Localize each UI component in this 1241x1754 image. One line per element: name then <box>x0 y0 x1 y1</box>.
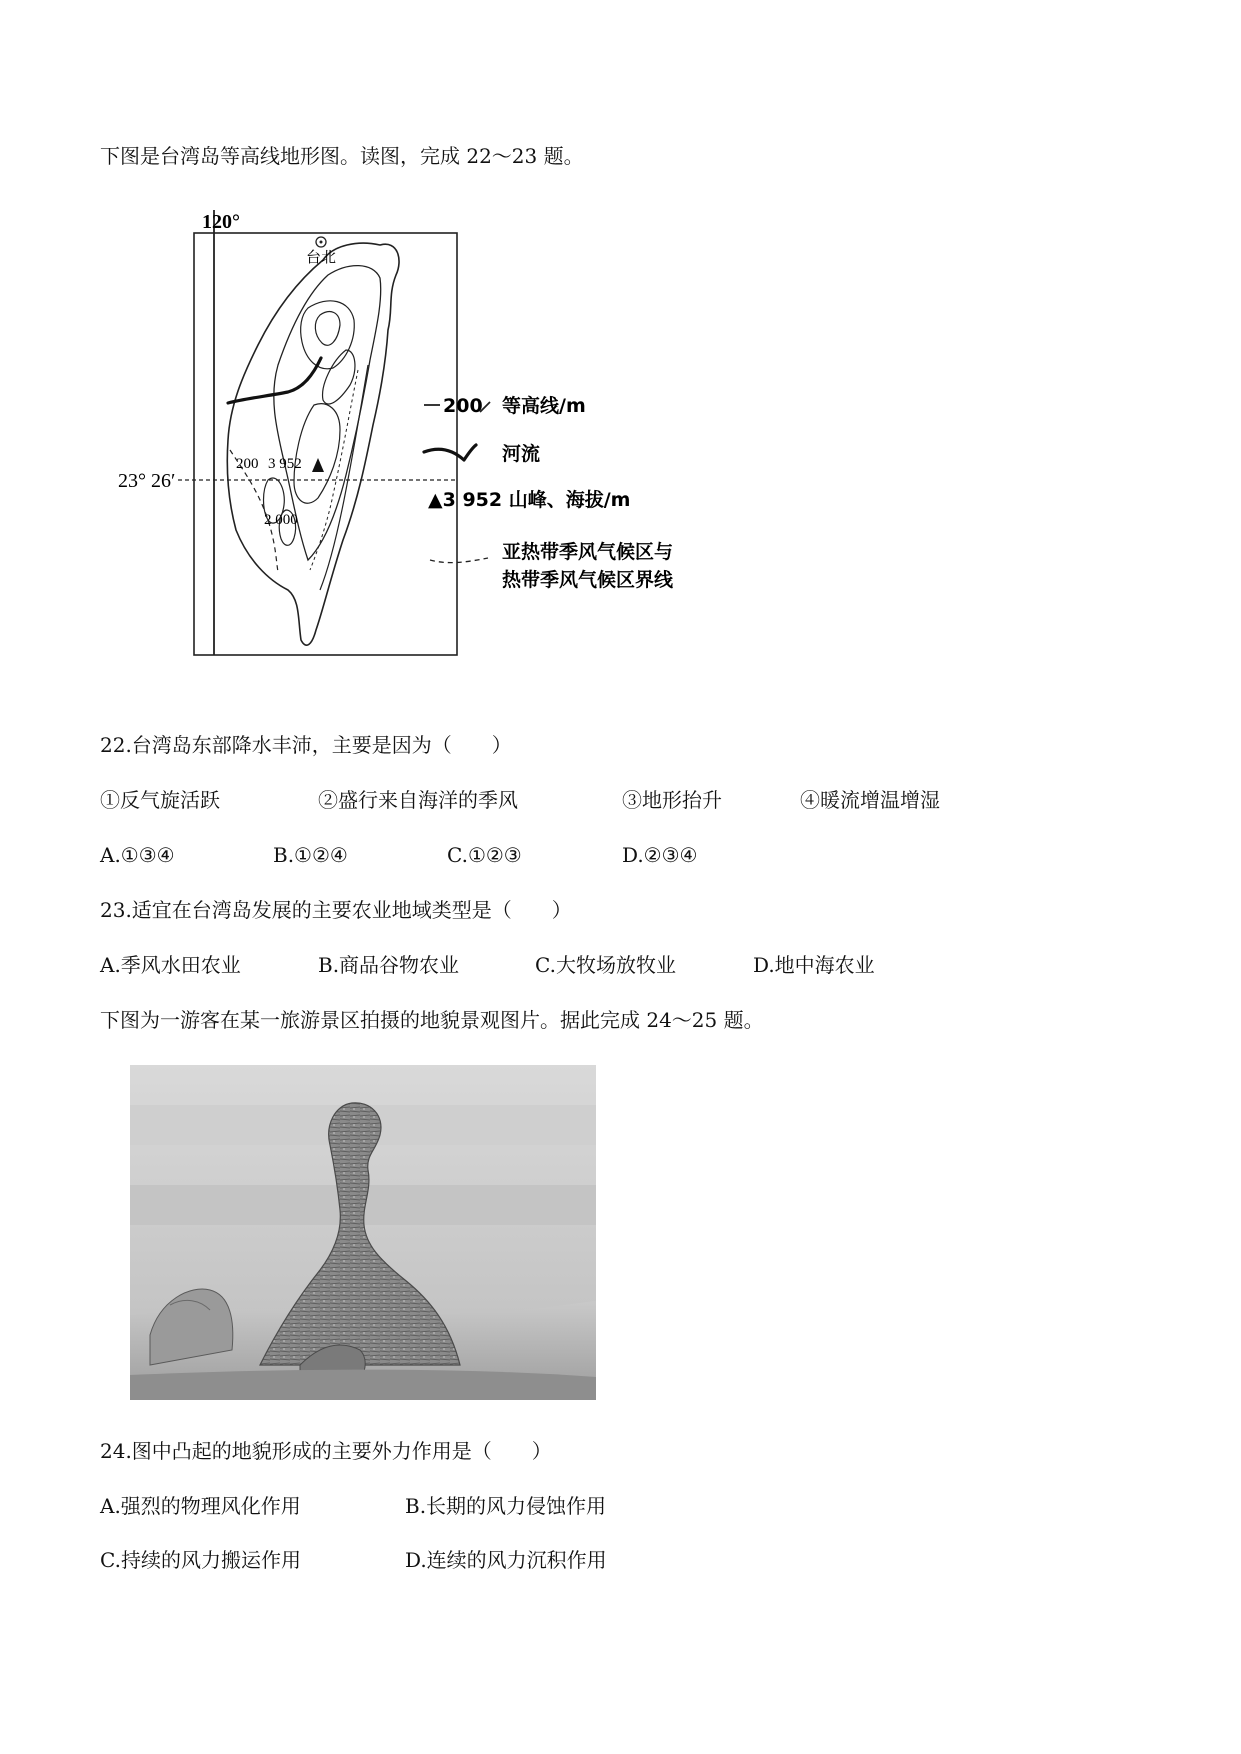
legend-boundary-line2: 热带季风气候区界线 <box>502 569 674 591</box>
intro-text-2: 下图为一游客在某一旅游景区拍摄的地貌景观图片。据此完成 24～25 题。 <box>100 1008 764 1032</box>
q22-option-b[interactable]: B.①②④ <box>273 843 348 867</box>
q22-item-3: ③地形抬升 <box>622 788 722 812</box>
q22-item-2: ②盛行来自海洋的季风 <box>318 788 518 812</box>
city-label-taipei: 台北 <box>306 248 337 266</box>
q24-option-b[interactable]: B.长期的风力侵蚀作用 <box>405 1494 607 1518</box>
contour-label-200: 200 <box>236 456 259 472</box>
q23-option-d[interactable]: D.地中海农业 <box>753 953 875 977</box>
legend-boundary-line1: 亚热带季风气候区与 <box>502 541 674 563</box>
legend-contour: 等高线/m <box>502 395 586 417</box>
q23-option-c[interactable]: C.大牧场放牧业 <box>535 953 676 977</box>
q24-stem: 24.图中凸起的地貌形成的主要外力作用是（ ） <box>100 1439 552 1463</box>
q24-option-a[interactable]: A.强烈的物理风化作用 <box>100 1494 301 1518</box>
q22-option-c[interactable]: C.①②③ <box>447 843 522 867</box>
longitude-label: 120° <box>202 211 240 233</box>
contour-label-2000: 2 000 <box>264 512 298 528</box>
q22-option-a[interactable]: A.①③④ <box>100 843 175 867</box>
legend-peak: ▲3 952 山峰、海拔/m <box>428 489 631 511</box>
landform-photo <box>130 1065 596 1400</box>
q23-option-a[interactable]: A.季风水田农业 <box>100 953 241 977</box>
q22-item-4: ④暖流增温增湿 <box>800 788 940 812</box>
q22-stem: 22.台湾岛东部降水丰沛，主要是因为（ ） <box>100 733 512 757</box>
taiwan-contour-map <box>118 200 818 710</box>
q24-option-d[interactable]: D.连续的风力沉积作用 <box>405 1548 607 1572</box>
peak-triangle-icon <box>312 458 324 472</box>
peak-label: 3 952 <box>268 456 302 472</box>
legend-river: 河流 <box>502 443 541 465</box>
q22-option-d[interactable]: D.②③④ <box>622 843 698 867</box>
legend-contour-sample: 200 <box>443 395 483 417</box>
map-legend <box>424 394 674 591</box>
q23-option-b[interactable]: B.商品谷物农业 <box>318 953 460 977</box>
q23-stem: 23.适宜在台湾岛发展的主要农业地域类型是（ ） <box>100 898 572 922</box>
intro-text-1: 下图是台湾岛等高线地形图。读图，完成 22～23 题。 <box>100 144 584 168</box>
latitude-label: 23° 26′ <box>118 470 176 492</box>
q24-option-c[interactable]: C.持续的风力搬运作用 <box>100 1548 301 1572</box>
q22-item-1: ①反气旋活跃 <box>100 788 220 812</box>
